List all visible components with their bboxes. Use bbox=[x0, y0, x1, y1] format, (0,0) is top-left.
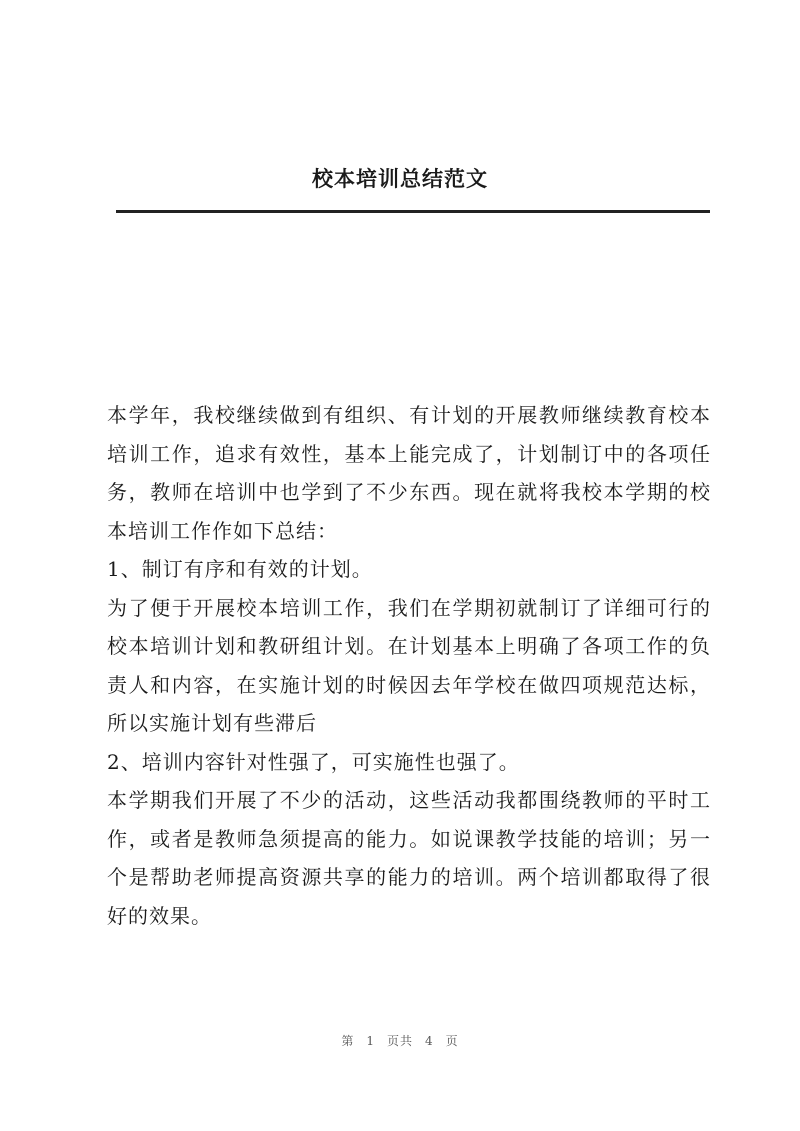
paragraph-item-2: 本学期我们开展了不少的活动，这些活动我都围绕教师的平时工作，或者是教师急须提高的能力。如说课教学技能的培训；另一个是帮助老师提高资源共享的能力的培训。两个培训都取得了很好的效果。 bbox=[107, 788, 711, 928]
current-page-number: 1 bbox=[366, 1034, 375, 1048]
page-label-prefix: 第 bbox=[341, 1034, 355, 1048]
document-title: 校本培训总结范文 bbox=[312, 167, 488, 191]
heading-item-1: 1、制订有序和有效的计划。 bbox=[107, 557, 373, 581]
page-label-middle: 页共 bbox=[386, 1034, 413, 1048]
page-footer bbox=[0, 1032, 800, 1049]
page-label-suffix: 页 bbox=[445, 1034, 459, 1048]
title-underline bbox=[116, 210, 710, 213]
total-pages-number: 4 bbox=[425, 1034, 434, 1048]
paragraph-item-1: 为了便于开展校本培训工作，我们在学期初就制订了详细可行的校本培训计划和教研组计划。在计划基本上明确了各项工作的负责人和内容，在实施计划的时候因去年学校在做四项规范达标，所以实施计划有些滞后 bbox=[107, 595, 711, 735]
heading-item-2: 2、培训内容针对性强了，可实施性也强了。 bbox=[107, 749, 520, 774]
document-body bbox=[107, 396, 711, 935]
paragraph-intro: 本学年，我校继续做到有组织、有计划的开展教师继续教育校本培训工作，追求有效性，基本上能完成了，计划制订中的各项任务，教师在培训中也学到了不少东西。现在就将我校本学期的校本培训工作作如下总结： bbox=[107, 403, 711, 543]
